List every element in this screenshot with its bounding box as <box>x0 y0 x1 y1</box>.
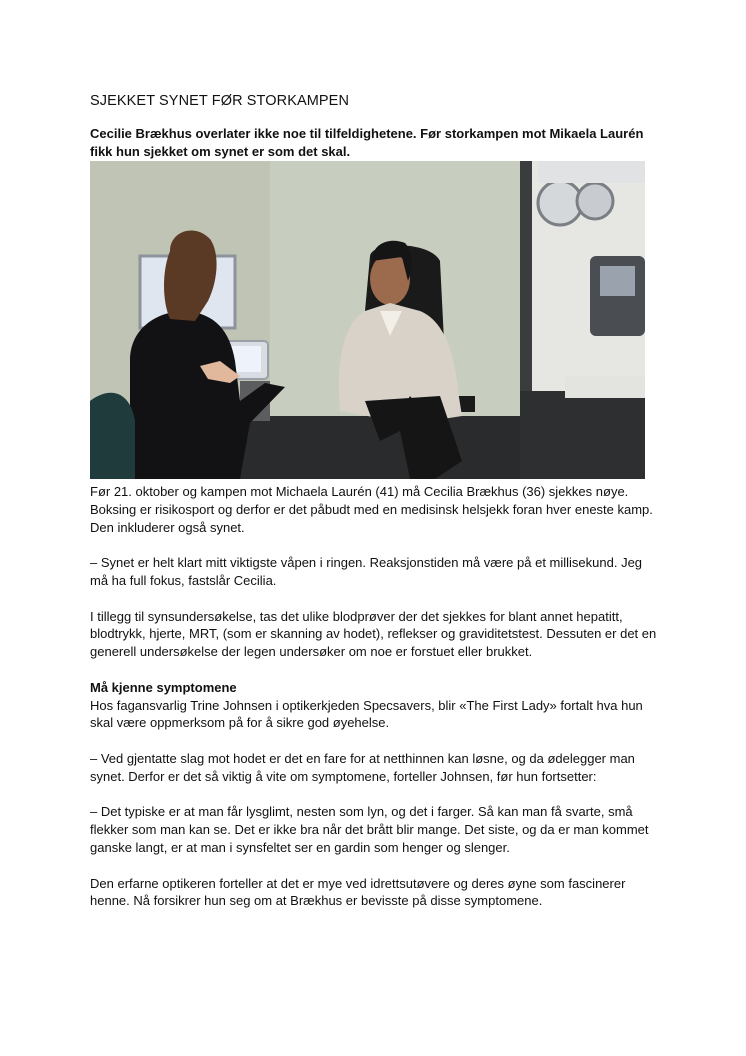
section <box>90 679 660 732</box>
article-title: SJEKKET SYNET FØR STORKAMPEN <box>90 93 350 109</box>
paragraph: – Det typiske er at man får lysglimt, nesten som lyn, og det i farger. Så kan man få svarte, små flekker som man kan se. Det er ikke bra når det brått blir mange. Det siste, og da er man kommet ganske langt, er at man i synsfeltet ser en gardin som henger og slenger. <box>90 804 649 855</box>
paragraph: I tillegg til synsundersøkelse, tas det ulike blodprøver der det sjekkes for blant annet hepatitt, blodtrykk, hjerte, MRT, (som er skanning av hodet), reflekser og graviditetstest. Dessuten er det en generell undersøkelse der legen undersøker om noe er forstuet eller brukket. <box>90 608 657 660</box>
article-lead: Cecilie Brækhus overlater ikke noe til tilfeldighetene. Før storkampen mot Mikaela Laurén fikk hun sjekket om synet er som det skal. <box>90 126 644 159</box>
paragraph: – Synet er helt klart mitt viktigste våpen i ringen. Reaksjonstiden må være på et millisekund. Jeg må ha full fokus, fastslår Cecilia. <box>90 555 643 588</box>
article-photo <box>90 161 645 479</box>
paragraph: – Ved gjentatte slag mot hodet er det en fare for at netthinnen kan løsne, og da ødelegger man synet. Derfor er det så viktig å vite om symptomene, forteller Johnsen, før hun fortsetter: <box>90 750 635 784</box>
paragraph: Den erfarne optikeren forteller at det er mye ved idrettsutøvere og deres øyne som fascinerer henne. Nå forsikrer hun seg om at Brækhus er bevisste på disse symptomene. <box>90 875 626 909</box>
paragraph: Hos fagansvarlig Trine Johnsen i optikerkjeden Specsavers, blir «The First Lady» fortalt hva hun skal være oppmerksom på for å sikre god øyehelse. <box>90 697 643 731</box>
section-heading: Må kjenne symptomene <box>90 679 237 695</box>
paragraph: Før 21. oktober og kampen mot Michaela Laurén (41) må Cecilia Brækhus (36) sjekkes nøye. Boksing er risikosport og derfor er det påbudt med en medisinsk helsjekk foran hver eneste kamp. Den inkluderer også synet. <box>90 484 653 535</box>
article-body <box>90 483 660 928</box>
